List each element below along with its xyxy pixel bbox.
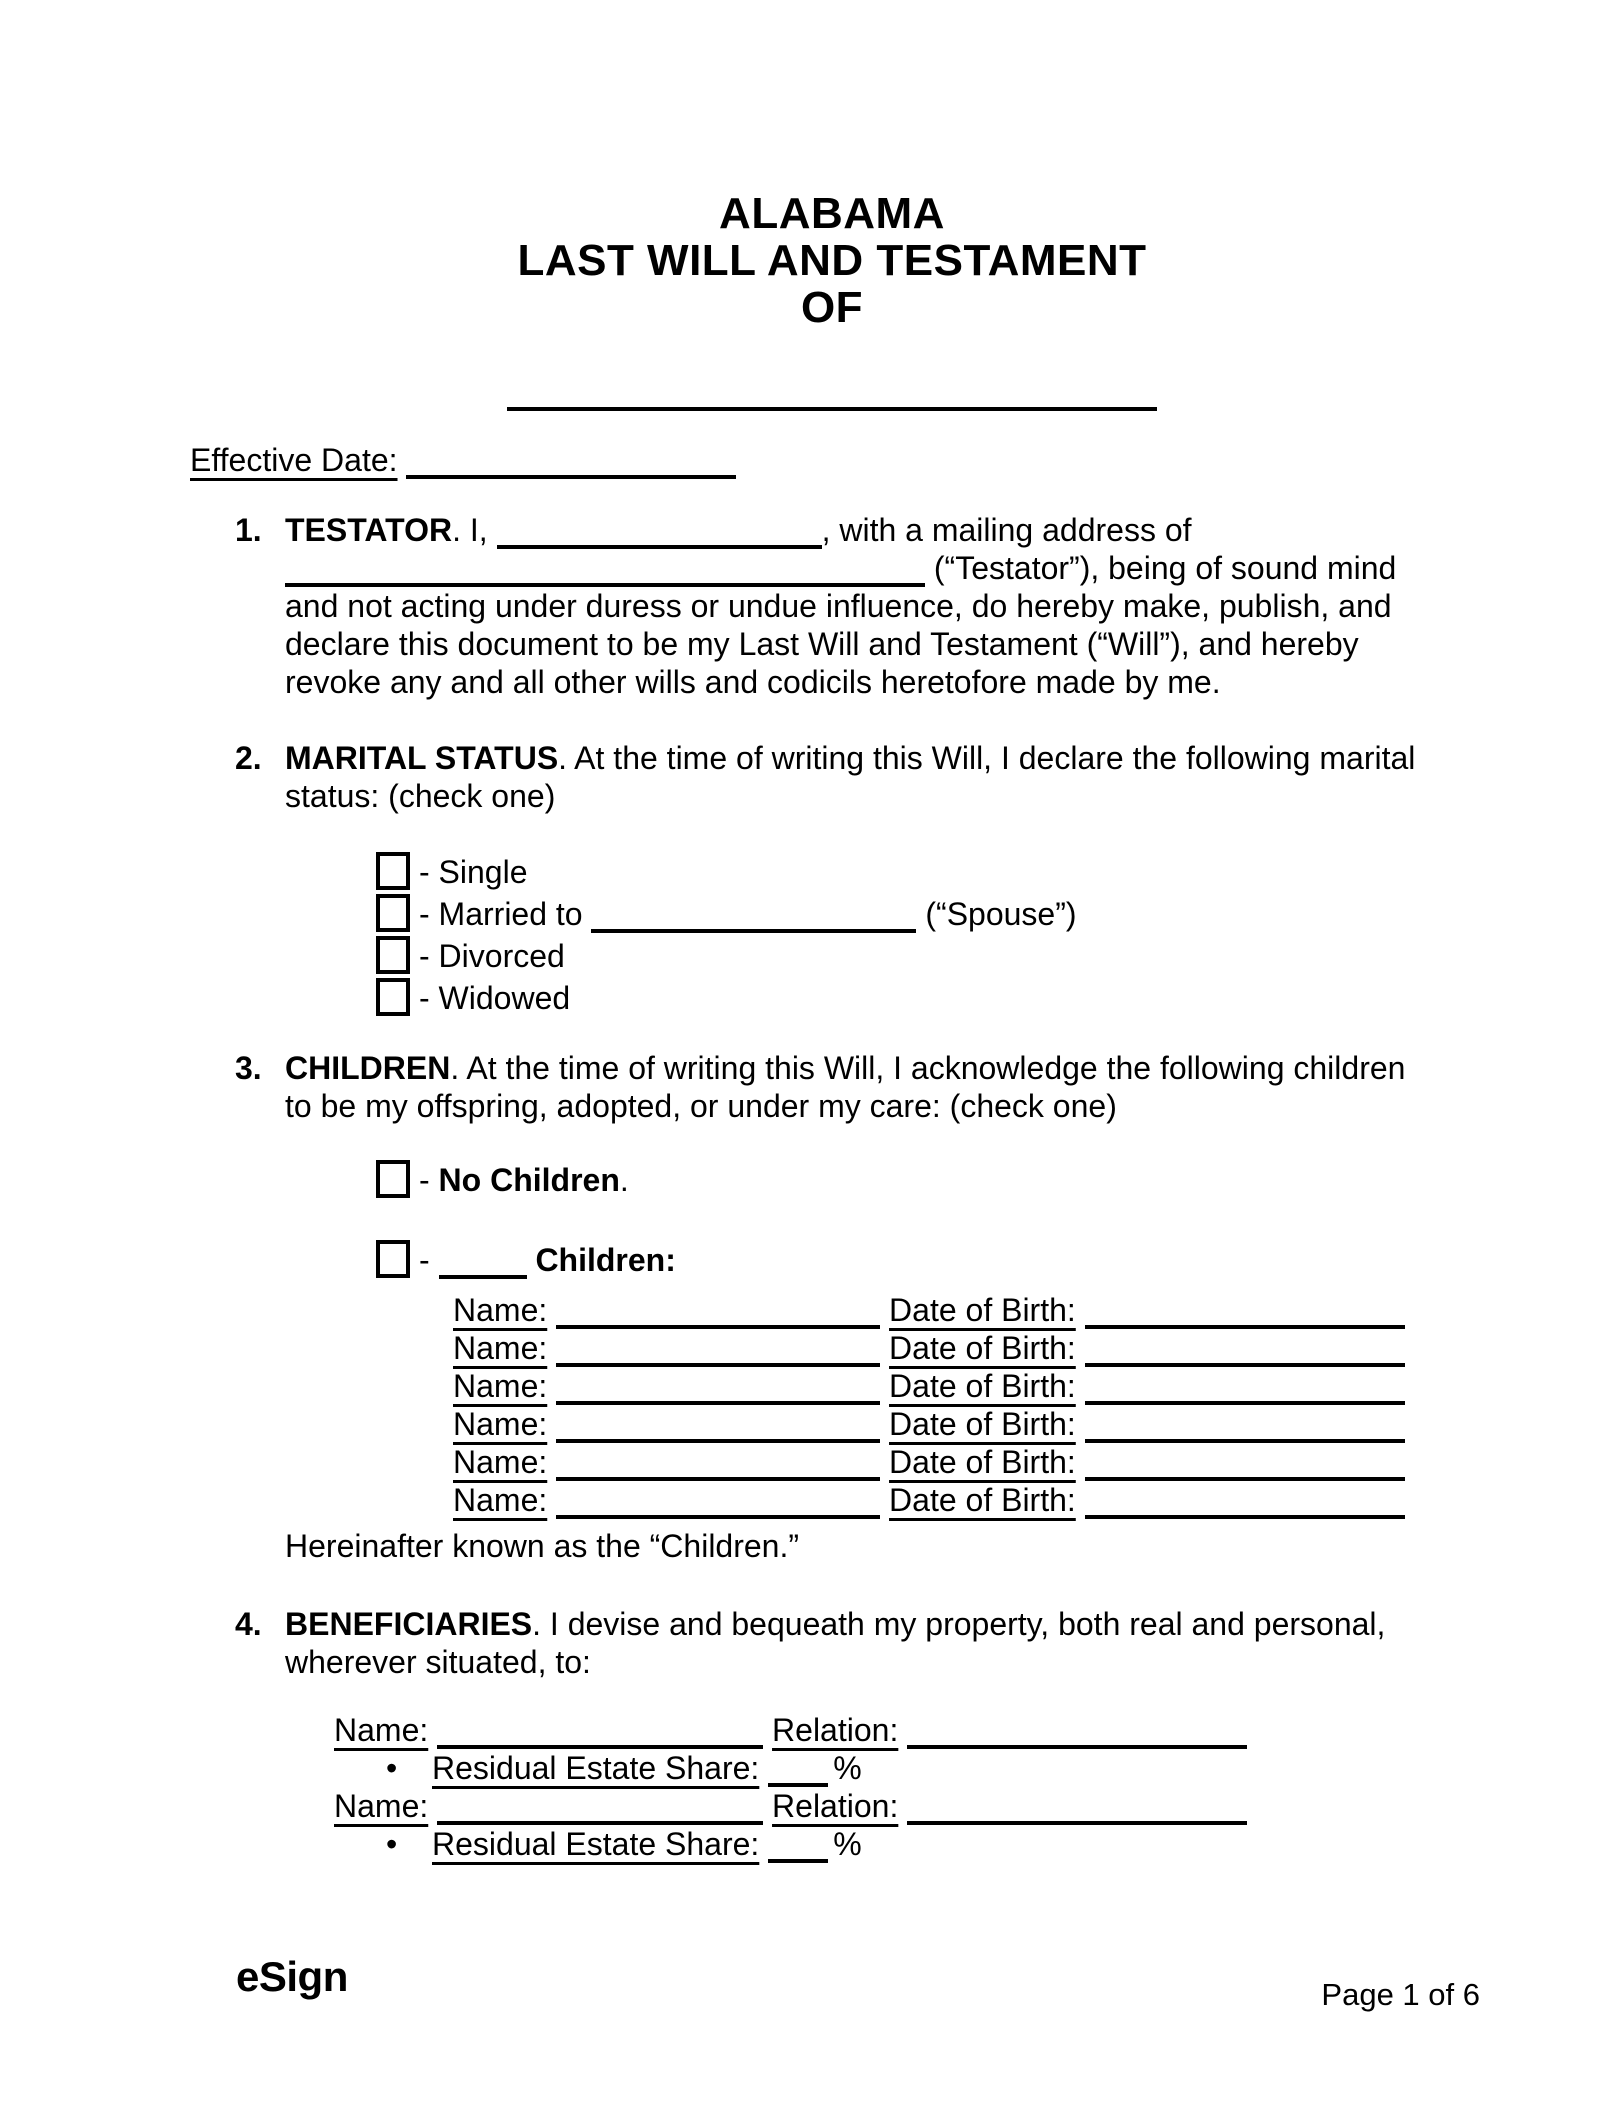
section-beneficiaries-heading: BENEFICIARIES [285,1606,533,1642]
residual-share-blank[interactable] [768,1757,828,1787]
child-dob-blank[interactable] [1085,1413,1405,1443]
child-row-6 [453,1481,1474,1519]
child-name-label: Name: [453,1368,548,1404]
child-name-label: Name: [453,1406,548,1442]
child-name-blank[interactable] [556,1375,880,1405]
section-testator-heading: TESTATOR [285,512,453,548]
no-children-period: . [619,1162,629,1198]
effective-date-blank[interactable] [406,449,736,479]
residual-share-label: Residual Estate Share: [432,1750,760,1786]
divorced-label: - Divorced [419,938,565,974]
no-children-dash: - [419,1162,430,1198]
widowed-checkbox[interactable] [376,978,410,1016]
section-beneficiaries [190,1605,1474,1681]
married-label: - Married to [419,896,583,932]
option-divorced-row [376,935,1474,977]
children-text-1: . At the time of writing this Will, I acknowledge the following children [450,1050,1406,1086]
testator-text-5: declare this document to be my Last Will and Testament (“Will”), and hereby [285,626,1359,662]
marital-options [376,851,1474,1019]
section-testator-body [285,511,1474,701]
no-children-label: No Children [438,1162,620,1198]
child-name-label: Name: [453,1482,548,1518]
beneficiary-2-row [334,1787,1474,1825]
children-count-label: Children: [535,1242,676,1278]
page-number: Page 1 of 6 [1321,1977,1480,2012]
married-checkbox[interactable] [376,894,410,932]
title-state: ALABAMA [719,189,945,238]
beneficiary-name-blank[interactable] [437,1719,763,1749]
single-checkbox[interactable] [376,852,410,890]
child-name-blank[interactable] [556,1299,880,1329]
effective-date-label: Effective Date: [190,442,398,478]
child-dob-label: Date of Birth: [889,1482,1076,1518]
child-row-2 [453,1329,1474,1367]
children-count-dash: - [419,1242,430,1278]
child-name-blank[interactable] [556,1489,880,1519]
beneficiaries-text-2: wherever situated, to: [285,1644,591,1680]
testator-text-3: (“Testator”), being of sound mind [925,550,1397,586]
child-name-label: Name: [453,1292,548,1328]
section-testator [190,511,1474,701]
children-text-2: to be my offspring, adopted, or under my care: (check one) [285,1088,1117,1124]
child-name-label: Name: [453,1330,548,1366]
section-children [190,1049,1474,1125]
beneficiary-relation-blank[interactable] [907,1795,1247,1825]
section-testator-number: 1. [235,512,262,548]
section-beneficiaries-number: 4. [235,1606,262,1642]
child-row-5 [453,1443,1474,1481]
child-name-label: Name: [453,1444,548,1480]
child-dob-label: Date of Birth: [889,1368,1076,1404]
child-dob-blank[interactable] [1085,1337,1405,1367]
section-marital-status [190,739,1474,815]
child-name-blank[interactable] [556,1337,880,1367]
single-label: - Single [419,854,528,890]
child-row-4 [453,1405,1474,1443]
residual-share-label: Residual Estate Share: [432,1826,760,1862]
bullet-icon: • [386,1826,398,1862]
beneficiary-1-share-row [386,1749,1474,1787]
child-dob-blank[interactable] [1085,1375,1405,1405]
hereinafter-note: Hereinafter known as the “Children.” [285,1528,800,1564]
spouse-label: (“Spouse”) [925,896,1077,932]
beneficiary-relation-label: Relation: [772,1712,899,1748]
child-dob-blank[interactable] [1085,1489,1405,1519]
title-of: OF [800,283,864,332]
children-count-row [376,1239,1474,1281]
child-dob-blank[interactable] [1085,1451,1405,1481]
title-document-type: LAST WILL AND TESTAMENT [517,236,1147,285]
section-children-number: 3. [235,1050,262,1086]
beneficiary-name-label: Name: [334,1712,429,1748]
residual-share-blank[interactable] [768,1833,828,1863]
section-children-heading: CHILDREN [285,1050,451,1086]
mailing-address-blank[interactable] [285,557,925,587]
beneficiary-2-share-row [386,1825,1474,1863]
child-name-blank[interactable] [556,1451,880,1481]
percent-sign: % [833,1750,862,1786]
section-marital-heading: MARITAL STATUS [285,740,559,776]
section-beneficiaries-body [285,1605,1474,1681]
no-children-checkbox[interactable] [376,1160,410,1198]
child-dob-label: Date of Birth: [889,1444,1076,1480]
marital-text-1: . At the time of writing this Will, I declare the following marital [558,740,1416,776]
testator-text-4: and not acting under duress or undue influence, do hereby make, publish, and [285,588,1392,624]
child-dob-blank[interactable] [1085,1299,1405,1329]
marital-text-2: status: (check one) [285,778,556,814]
beneficiary-name-label: Name: [334,1788,429,1824]
child-name-blank[interactable] [556,1413,880,1443]
widowed-label: - Widowed [419,980,571,1016]
beneficiary-relation-blank[interactable] [907,1719,1247,1749]
beneficiaries-list [190,1711,1474,1863]
beneficiaries-text-1: . I devise and bequeath my property, both real and personal, [532,1606,1386,1642]
testator-text-6: revoke any and all other wills and codicils heretofore made by me. [285,664,1221,700]
testator-text-2: , with a mailing address of [821,512,1192,548]
option-married-row [376,893,1474,935]
testator-name-blank[interactable] [497,519,822,549]
beneficiary-1-row [334,1711,1474,1749]
esign-logo: eSign [236,1953,348,2000]
no-children-row [376,1159,1474,1201]
child-dob-label: Date of Birth: [889,1292,1076,1328]
page-title [190,190,1474,331]
testator-title-name-blank[interactable] [507,407,1157,411]
option-widowed-row [376,977,1474,1019]
spouse-name-blank[interactable] [591,903,916,933]
section-marital-body [285,739,1474,815]
section-marital-number: 2. [235,740,262,776]
effective-date-row [190,441,1474,479]
beneficiary-name-blank[interactable] [437,1795,763,1825]
divorced-checkbox[interactable] [376,936,410,974]
child-row-1 [453,1291,1474,1329]
children-count-blank[interactable] [439,1249,527,1279]
child-dob-label: Date of Birth: [889,1330,1076,1366]
child-dob-label: Date of Birth: [889,1406,1076,1442]
option-single-row [376,851,1474,893]
children-count-checkbox[interactable] [376,1240,410,1278]
section-children-body [285,1049,1474,1125]
bullet-icon: • [386,1750,398,1786]
child-row-3 [453,1367,1474,1405]
percent-sign: % [833,1826,862,1862]
children-table [453,1291,1474,1519]
testator-text-1: . I, [452,512,497,548]
beneficiary-relation-label: Relation: [772,1788,899,1824]
